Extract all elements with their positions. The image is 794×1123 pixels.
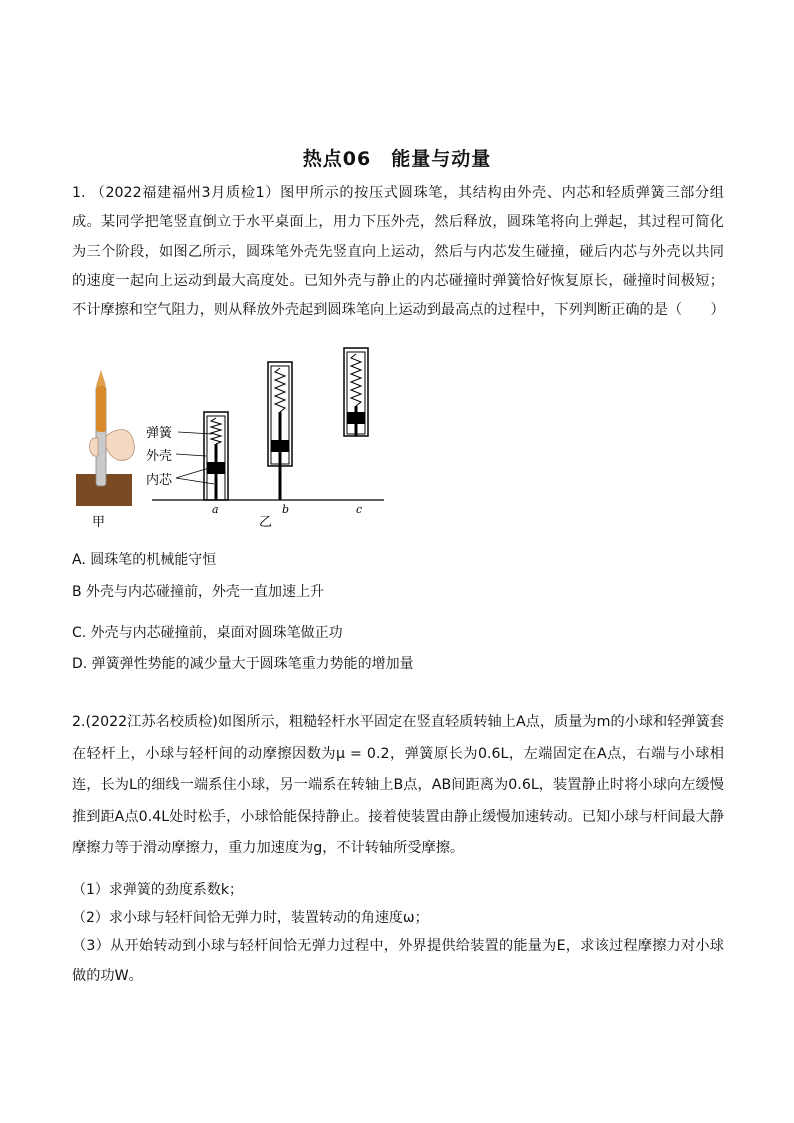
hand-pen-illustration (76, 370, 134, 506)
label-shell: 外壳 (146, 449, 173, 464)
pen-b (268, 362, 292, 500)
label-b: b (282, 503, 290, 516)
page-title: 热点06 能量与动量 (302, 148, 492, 170)
question-1-stem: 1. （2022福建福州3月质检1）图甲所示的按压式圆珠笔，其结构由外壳、内芯和轻质弹簧三部分组成。某同学把笔竖直倒立于水平桌面上，用力下压外壳，然后释放，圆珠笔将向上弹起，其过程可简化为三个阶段，如图乙所示，圆珠笔外壳先竖直向上运动，然后与内芯发生碰撞，碰后内芯与外壳以共同的速度一起向上运动到最大高度处。已知外壳与静止的内芯碰撞时弹簧恰好恢复原长，碰撞时间极短；不计摩擦和空气阻力，则从释放外壳起到圆珠笔向上运动到最高点的过程中，下列判断正确的是（ ） (72, 185, 725, 319)
option-d: D. 弹簧弹性势能的减少量大于圆珠笔重力势能的增加量 (72, 656, 414, 672)
question-2-part-3: （3）从开始转动到小球与轻杆间恰无弹力过程中，外界提供给装置的能量为E，求该过程摩擦力对小球做的功W。 (72, 938, 724, 984)
label-a: a (212, 503, 219, 516)
question-2-stem: 2.(2022江苏名校质检)如图所示，粗糙轻杆水平固定在竖直轻质转轴上A点，质量为m的小球和轻弹簧套在轻杆上，小球与轻杆间的动摩擦因数为μ = 0.2，弹簧原长为0.6L，左端固定在A点，右端与小球相连，长为L的细线一端系住小球，另一端系在转轴上B点，AB间距离为0.6L，装置静止时将小球向左缓慢推到距A点0.4L处时松手，小球恰能保持静止。接着使装置由静止缓慢加速转动。已知小球与杆间最大静摩擦力等于滑动摩擦力，重力加速度为g，不计转轴所受摩擦。 (72, 714, 724, 857)
label-jia: 甲 (92, 515, 106, 530)
question-2-part-1: （1）求弹簧的劲度系数k； (72, 882, 244, 898)
label-core: 内芯 (146, 473, 173, 488)
pen-figure (72, 344, 402, 534)
pen-diagram (72, 344, 402, 534)
question-2-part-2: （2）求小球与轻杆间恰无弹力时，装置转动的角速度ω； (72, 910, 429, 926)
pen-c (344, 348, 368, 436)
pen-a (204, 412, 228, 500)
option-a: A. 圆珠笔的机械能守恒 (72, 552, 217, 568)
label-spring: 弹簧 (146, 426, 173, 441)
label-yi: 乙 (259, 515, 273, 530)
label-c: c (356, 503, 363, 516)
option-b: B 外壳与内芯碰撞前，外壳一直加速上升 (72, 584, 325, 600)
option-c: C. 外壳与内芯碰撞前，桌面对圆珠笔做正功 (72, 625, 343, 641)
